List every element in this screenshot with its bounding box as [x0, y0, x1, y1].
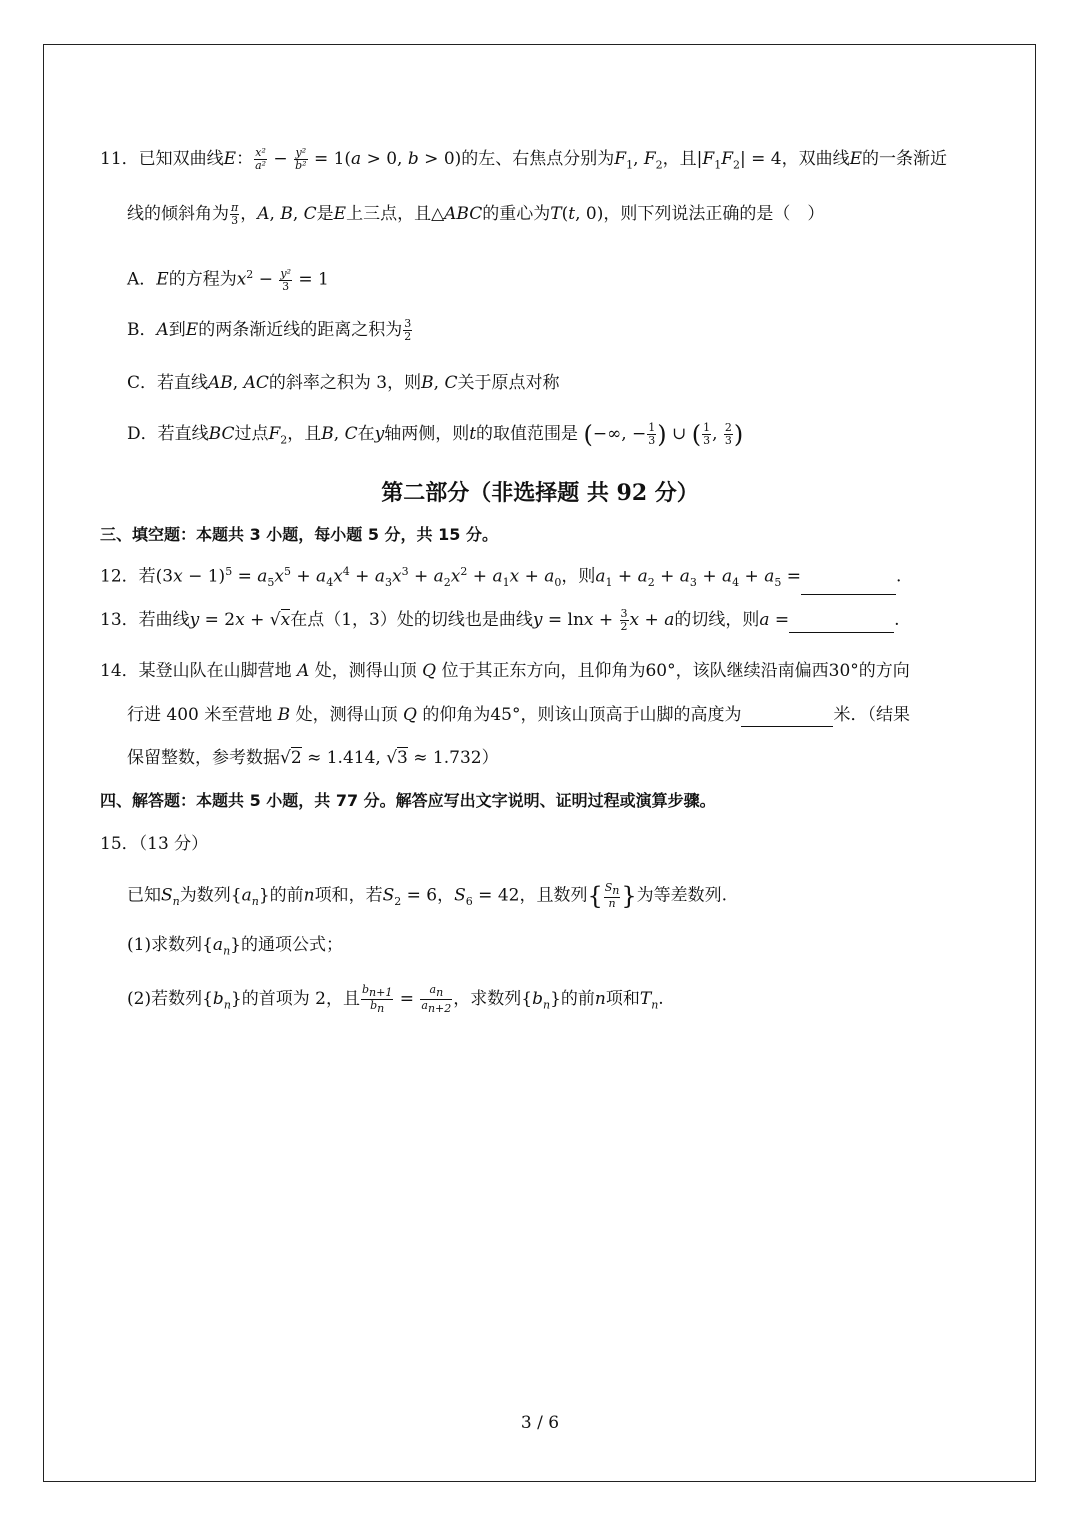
fraction: $\frac{3}{2}$ [404, 317, 412, 343]
q15-number: 15． [100, 834, 139, 854]
q13: 13．若曲线y = 2x + √x在点（1，3）处的切线也是曲线y = lnx + $\frac{3}{2}$ x + a的切线，则a = . [100, 607, 900, 633]
fraction: $\frac{1}{3}$ [703, 421, 711, 447]
q14-number: 14． [100, 661, 139, 681]
fraction: $\frac{\text{y²}}{3}$ [280, 266, 291, 293]
q11-number: 11． [100, 149, 139, 169]
q15-part1: (1)求数列$\{a_n\}$的通项公式； [127, 935, 343, 958]
q11-line1: 11．已知双曲线E： $\frac{\text{x²}}{\text{a²}}$ − $\frac{\text{y²}}{\text{b²}}$ = 1(a > 0, b > 0)的左、右焦点分别为$F_1$, $F_2$，且$|F_1F_2| = 4$，双曲线E的一条渐近 [100, 146, 948, 172]
fraction: $\frac{\text{x²}}{\text{a²}}$ [255, 146, 267, 172]
q15-statement: 已知$S_n$为数列$\{a_n\}$的前n项和，若$S_2 = 6$，$S_6 = 42$，且数列{ $\frac{S_n}{n}$ }为等差数列. [127, 881, 728, 911]
q11-option-c: C．若直线AB, AC的斜率之积为 3，则B, C关于原点对称 [127, 373, 560, 393]
q11-option-a: A．E的方程为$x^2$ − $\frac{\text{y²}}{3}$ = 1 [127, 266, 329, 293]
fraction: $\frac{1}{3}$ [648, 421, 656, 447]
q15-part2: (2)若数列$\{b_n\}$的首项为 2，且 $\frac{b_{n+1}}{b_n}$ = $\frac{a_n}{a_{n+2}}$ ，求数列$\{b_n\}$的前n项和$T_n$. [127, 983, 664, 1016]
q11-line2: 线的倾斜角为 $\frac{\pi}{3}$ ，A, B, C是E上三点，且△ABC的重心为T(t, 0)，则下列说法正确的是（ ） [127, 201, 825, 227]
fraction: $\frac{a_n}{a_{n+2}}$ [421, 983, 452, 1016]
q12: 12．若$(3x - 1)^5 = a_5x^5 + a_4x^4 + a_3x^3 + a_2x^2 + a_1x + a_0$，则$a_1 + a_2 + a_3 + a_4 + a_5$ = . [100, 560, 901, 595]
fraction: $\frac{b_{n+1}}{b_n}$ [361, 983, 393, 1016]
q12-number: 12． [100, 566, 139, 587]
fraction: $\frac{3}{2}$ [620, 607, 628, 633]
part2-title: 第二部分（非选择题 共 92 分） [381, 480, 699, 506]
q15-header [100, 832, 208, 856]
answer-blank [741, 708, 833, 727]
fraction: $\frac{S_n}{n}$ [604, 881, 620, 911]
section3-heading: 三、填空题：本题共 3 小题，每小题 5 分，共 15 分。 [100, 525, 498, 544]
q14-line2: 行进 400 米至营地 B 处，测得山顶 Q 的仰角为45°，则该山顶高于山脚的高度为 米．（结果 [127, 705, 910, 725]
q11-option-d: D．若直线BC过点$F_2$，且B, C在y轴两侧，则t的取值范围是 (−∞, − $\frac{1}{3}$ ) ∪ ( $\frac{1}{3}$ , $\frac{2}{3}$ ) [127, 420, 744, 449]
answer-blank [789, 614, 894, 633]
fraction: $\frac{2}{3}$ [724, 421, 732, 447]
page-number: 3 / 6 [520, 1413, 560, 1433]
fraction: $\frac{\text{y²}}{\text{b²}}$ [295, 146, 307, 172]
q14-line1: 14．某登山队在山脚营地 A 处，测得山顶 Q 位于其正东方向，且仰角为60°，该队继续沿南偏西30°的方向 [100, 661, 910, 681]
q13-number: 13． [100, 610, 139, 630]
fraction: $\frac{\pi}{3}$ [231, 201, 239, 227]
section4-heading: 四、解答题：本题共 5 小题，共 77 分。解答应写出文字说明、证明过程或演算步骤。 [100, 791, 716, 810]
q15-score: （13 分） [138, 834, 209, 854]
answer-blank [801, 576, 896, 595]
q11-option-b: B．A到E的两条渐近线的距离之积为 $\frac{3}{2}$ [127, 317, 412, 343]
q14-line3: 保留整数，参考数据√2 ≈ 1.414, √3 ≈ 1.732） [127, 748, 499, 768]
